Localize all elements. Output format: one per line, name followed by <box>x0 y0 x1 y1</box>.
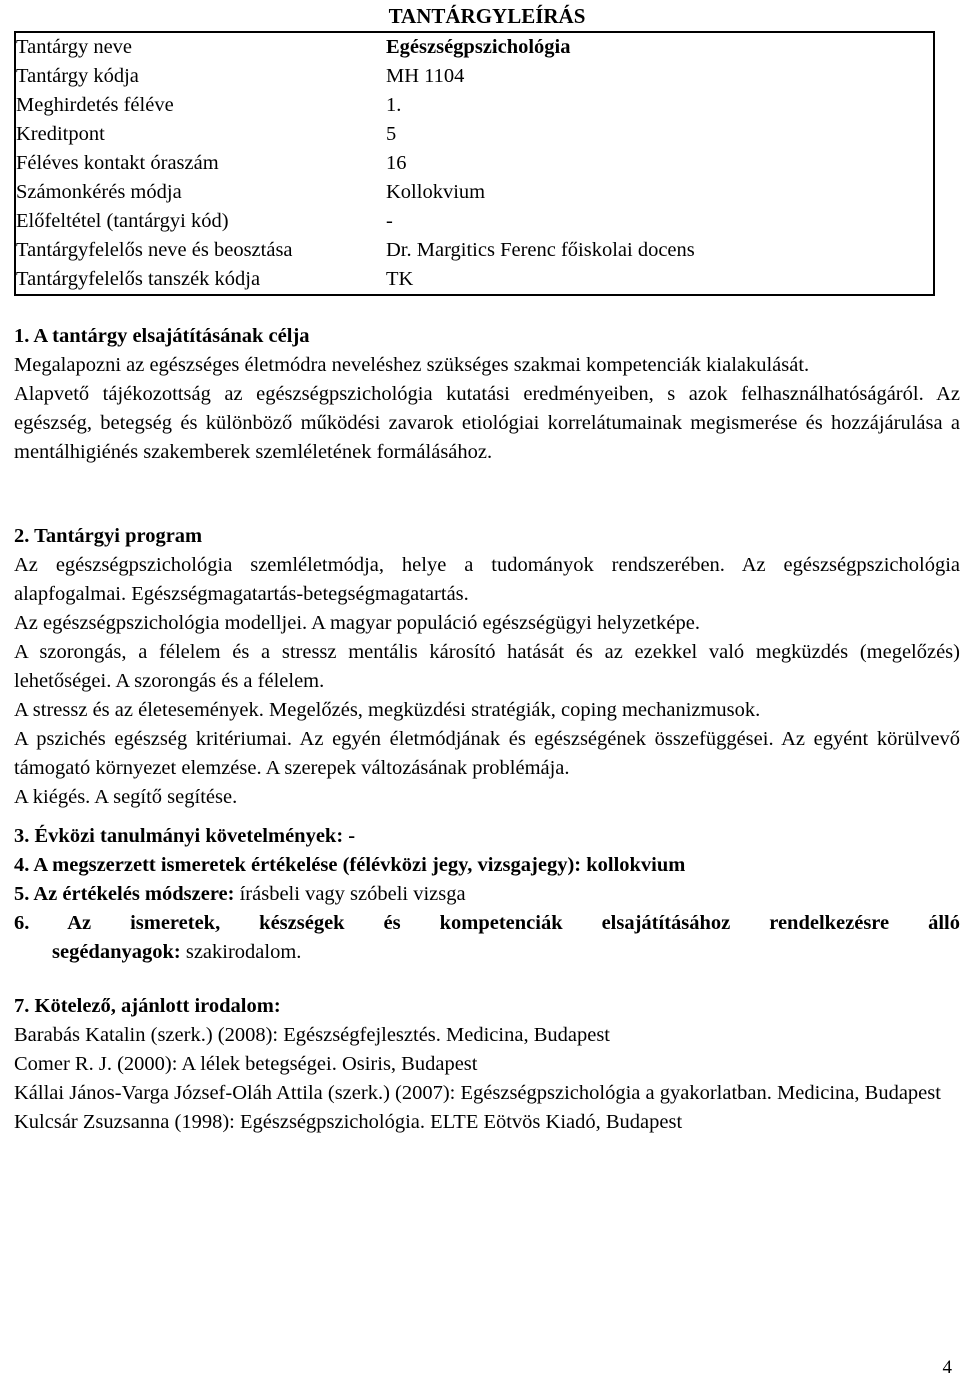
info-label: Meghirdetés féléve <box>16 94 174 116</box>
section-7-literature <box>14 992 960 1137</box>
reference-item: Kulcsár Zsuzsanna (1998): Egészségpszichológia. ELTE Eötvös Kiadó, Budapest <box>14 1111 683 1133</box>
section-heading: 2. Tantárgyi program <box>14 525 203 547</box>
section-5-text: írásbeli vagy szóbeli vizsga <box>234 883 466 905</box>
section-paragraph: A pszichés egészség kritériumai. Az egyén életmódjának és egészségének összefüggései. Az egyént körülvevő támogató környezet elemzése. A szerepek változásának problémája. <box>14 728 960 779</box>
section-paragraph: Alapvető tájékozottság az egészségpszichológia kutatási eredményeiben, s azok felhasználhatóságáról. Az egészség, betegség és különböző működési zavarok etiológiai korrelátumainak megismerése és hozzájárulása a mentálhigiénés szakemberek szemléletének formálásához. <box>14 383 960 463</box>
section-6-line-1: 6. Az ismeretek, készségek és kompetenciák elsajátításához rendelkezésre álló <box>14 912 960 934</box>
info-label: Féléves kontakt óraszám <box>16 152 219 174</box>
info-row-responsible <box>16 236 933 265</box>
info-value: 16 <box>386 152 407 174</box>
section-5-label: 5. Az értékelés módszere: <box>14 883 235 905</box>
info-label: Számonkérés módja <box>16 181 182 203</box>
info-label: Tantárgyfelelős neve és beosztása <box>16 239 293 261</box>
info-row-department <box>16 265 933 294</box>
info-label: Tantárgyfelelős tanszék kódja <box>16 268 261 290</box>
info-row-course-name <box>16 33 933 62</box>
reference-item: Kállai János-Varga József-Oláh Attila (szerk.) (2007): Egészségpszichológia a gyakorlatban. Medicina, Budapest <box>14 1082 941 1104</box>
section-5-line <box>14 880 960 909</box>
section-paragraph: Az egészségpszichológia modelljei. A magyar populáció egészségügyi helyzetképe. <box>14 612 700 634</box>
section-paragraph: A szorongás, a félelem és a stressz mentális károsító hatását és az ezekkel való megküzdés (megelőzés) lehetőségei. A szorongás és a félelem. <box>14 641 960 692</box>
section-paragraph: A stressz és az életesemények. Megelőzés, megküzdési stratégiák, coping mechanizmusok. <box>14 699 761 721</box>
section-2-program <box>14 522 960 812</box>
info-value: 5 <box>386 123 397 145</box>
section-1-goals <box>14 322 960 467</box>
section-paragraph: Az egészségpszichológia szemléletmódja, helye a tudományok rendszerében. Az egészségpszichológia alapfogalmai. Egészségmagatartás-betegségmagatartás. <box>14 554 960 605</box>
reference-item: Barabás Katalin (szerk.) (2008): Egészségfejlesztés. Medicina, Budapest <box>14 1024 610 1046</box>
section-4-heading: 4. A megszerzett ismeretek értékelése (félévközi jegy, vizsgajegy): kollokvium <box>14 854 686 876</box>
info-label: Tantárgy neve <box>16 36 133 58</box>
section-heading: 1. A tantárgy elsajátításának célja <box>14 325 310 347</box>
info-row-course-code <box>16 62 933 91</box>
info-value: Dr. Margitics Ferenc főiskolai docens <box>386 239 695 261</box>
section-paragraph: Megalapozni az egészséges életmódra neveléshez szükséges szakmai kompetenciák kialakulását. <box>14 354 810 376</box>
info-value: Kollokvium <box>386 181 486 203</box>
document-title: TANTÁRGYLEÍRÁS <box>388 4 586 28</box>
section-3-to-6 <box>14 822 960 967</box>
info-value: TK <box>386 268 414 290</box>
info-value: MH 1104 <box>386 65 465 87</box>
info-row-assessment <box>16 178 933 207</box>
info-row-semester <box>16 91 933 120</box>
section-6-label: segédanyagok: <box>52 941 181 963</box>
info-label: Tantárgy kódja <box>16 65 139 87</box>
section-paragraph: A kiégés. A segítő segítése. <box>14 786 238 808</box>
reference-item: Comer R. J. (2000): A lélek betegségei. Osiris, Budapest <box>14 1053 478 1075</box>
section-6-line-2 <box>14 938 960 967</box>
section-3-heading: 3. Évközi tanulmányi követelmények: - <box>14 825 356 847</box>
info-row-contact-hours <box>16 149 933 178</box>
info-row-credits <box>16 120 933 149</box>
info-label: Előfeltétel (tantárgyi kód) <box>16 210 229 232</box>
page-number: 4 <box>942 1357 952 1378</box>
course-info-table <box>14 31 935 296</box>
info-value: 1. <box>386 94 402 116</box>
info-value: - <box>386 210 393 232</box>
section-6-text: szakirodalom. <box>180 941 302 963</box>
info-label: Kreditpont <box>16 123 105 145</box>
section-heading: 7. Kötelező, ajánlott irodalom: <box>14 995 281 1017</box>
info-value: Egészségpszichológia <box>386 36 571 58</box>
info-row-prerequisite <box>16 207 933 236</box>
